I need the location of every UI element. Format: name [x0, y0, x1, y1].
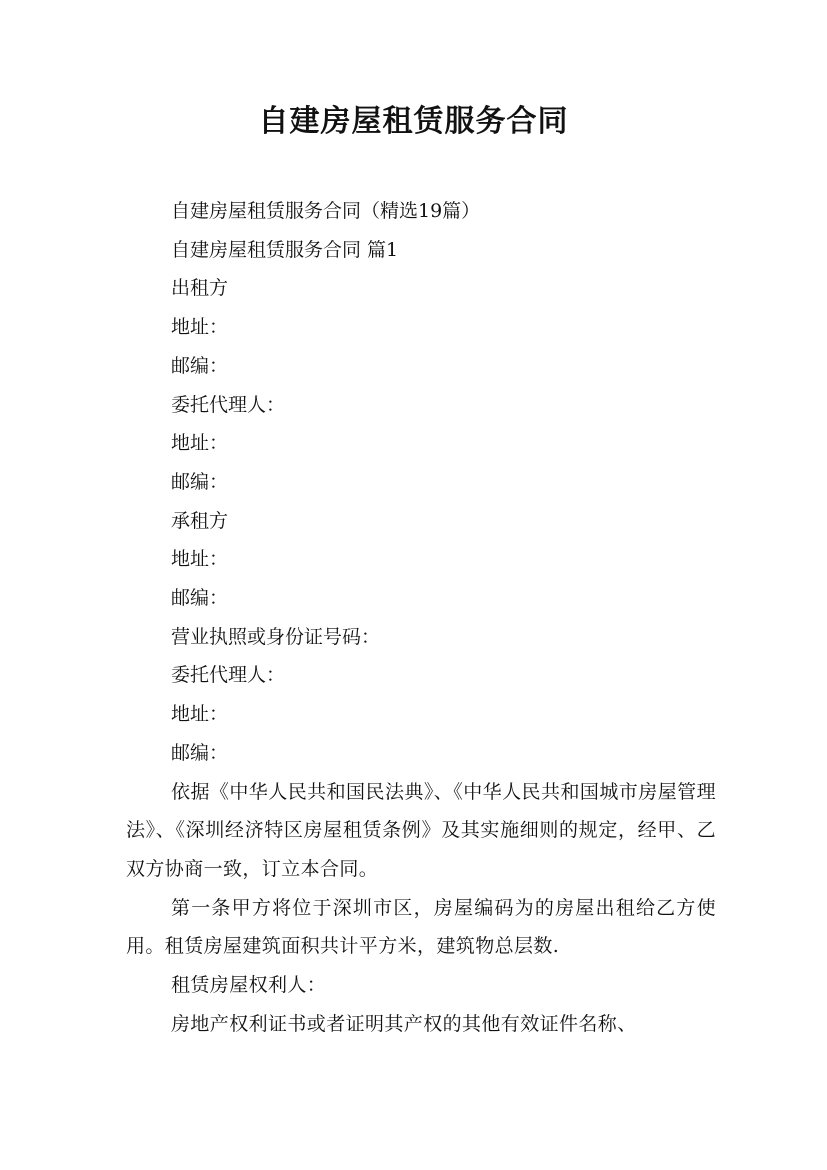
- field-lessee-postcode: 邮编：: [171, 587, 229, 610]
- field-lessor-agent: 委托代理人：: [171, 393, 286, 416]
- field-lessor-agent-address: 地址：: [171, 432, 229, 455]
- document-title: 自建房屋租赁服务合同: [258, 104, 569, 139]
- document-body: [126, 192, 716, 1043]
- section-heading: 自建房屋租赁服务合同 篇1: [171, 238, 399, 261]
- field-lessee-agent-postcode: 邮编：: [171, 741, 229, 764]
- document-subtitle: 自建房屋租赁服务合同（精选19篇）: [171, 200, 481, 222]
- paragraph-certificate: 房地产权利证书或者证明其产权的其他有效证件名称、: [171, 1012, 637, 1035]
- field-lessor-address: 地址：: [171, 316, 229, 339]
- field-lessee-agent-address: 地址：: [171, 703, 229, 726]
- field-lessor: 出租方: [171, 277, 229, 300]
- field-lessee-agent: 委托代理人：: [171, 664, 286, 687]
- field-lessor-postcode: 邮编：: [171, 354, 229, 377]
- field-lessee: 承租方: [171, 509, 229, 532]
- field-lessor-agent-postcode: 邮编：: [171, 470, 229, 493]
- paragraph-article-1: 第一条甲方将位于深圳市区，房屋编码为的房屋出租给乙方使用。租赁房屋建筑面积共计平方米，建筑物总层数.: [126, 896, 716, 958]
- field-lessee-address: 地址：: [171, 548, 229, 571]
- field-lessee-id-number: 营业执照或身份证号码：: [171, 625, 381, 648]
- paragraph-legal-basis: 依据《中华人民共和国民法典》、《中华人民共和国城市房屋管理法》、《深圳经济特区房屋租赁条例》及其实施细则的规定，经甲、乙双方协商一致，订立本合同。: [126, 780, 716, 880]
- paragraph-property-owner: 租赁房屋权利人：: [171, 974, 327, 997]
